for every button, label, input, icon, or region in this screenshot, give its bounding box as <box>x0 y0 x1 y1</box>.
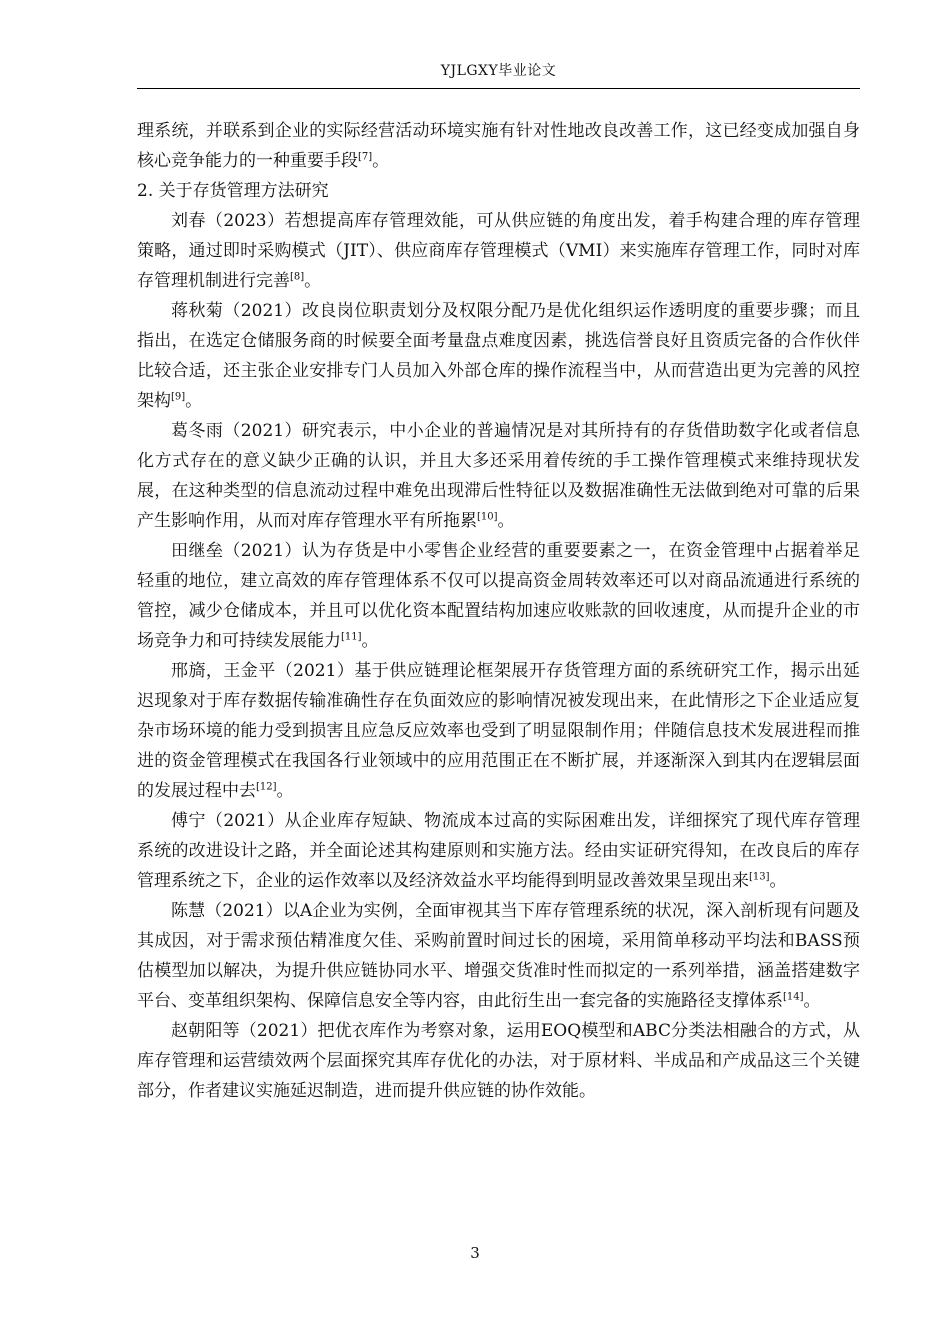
paragraph-fu-ning <box>137 806 860 896</box>
paragraph-tail: 。 <box>361 631 379 651</box>
paragraph-tian-jilei <box>137 536 860 656</box>
citation-ref: [8] <box>290 271 305 283</box>
paragraph-text: 邢旖，王金平（2021）基于供应链理论框架展开存货管理方面的系统研究工作，揭示出延迟现象对于库存数据传输准确性存在负面效应的影响情况被发现出来，在此情形之下企业适应复杂市场环境的能力受到损害且应急反应效率也受到了明显限制作用；伴随信息技术发展进程而推进的资金管理模式在我国各行业领域中的应用范围正在不断扩展，并逐渐深入到其内在逻辑层面的发展过程中去 <box>137 661 860 801</box>
paragraph-jiang-qiuju <box>137 296 860 416</box>
paragraph-text: 刘春（2023）若想提高库存管理效能，可从供应链的角度出发，着手构建合理的库存管理策略，通过即时采购模式（JIT）、供应商库存管理模式（VMI）来实施库存管理工作，同时对库存管理机制进行完善 <box>137 211 860 291</box>
paragraph-text: 陈慧（2021）以A企业为实例，全面审视其当下库存管理系统的状况，深入剖析现有问题及其成因，对于需求预估精准度欠佳、采购前置时间过长的困境，采用简单移动平均法和BASS预估模型加以解决，为提升供应链协同水平、增强交货准时性而拟定的一系列举措，涵盖搭建数字平台、变革组织架构、保障信息安全等内容，由此衍生出一套完备的实施路径支撑体系 <box>137 901 860 1011</box>
citation-ref: [13] <box>749 871 770 883</box>
page-header: YJLGXY毕业论文 <box>440 63 557 79</box>
paragraph-text: 蒋秋菊（2021）改良岗位职责划分及权限分配乃是优化组织运作透明度的重要步骤；而且指出，在选定仓储服务商的时候要全面考量盘点难度因素，挑选信誉良好且资质完备的合作伙伴比较合适，还主张企业安排专门人员加入外部仓库的操作流程当中，从而营造出更为完善的风控架构 <box>137 301 860 411</box>
paragraph-zhao-chaoyang <box>137 1016 860 1106</box>
paragraph-tail: 。 <box>497 511 515 531</box>
citation-ref: [10] <box>477 511 498 523</box>
paragraph-text: 赵朝阳等（2021）把优衣库作为考察对象，运用EOQ模型和ABC分类法相融合的方式，从库存管理和运营绩效两个层面探究其库存优化的办法，对于原材料、半成品和产成品这三个关键部分，作者建议实施延迟制造，进而提升供应链的协作效能。 <box>137 1021 860 1101</box>
paragraph-chen-hui <box>137 896 860 1016</box>
paragraph-tail: 。 <box>304 271 322 291</box>
body-text <box>137 116 860 1106</box>
citation-ref: [14] <box>783 991 804 1003</box>
paragraph-tail: 。 <box>185 391 203 411</box>
paragraph-continuation <box>137 116 860 176</box>
paragraph-tail: 。 <box>372 151 390 171</box>
section-heading: 2. 关于存货管理方法研究 <box>137 181 329 201</box>
paragraph-text: 田继垒（2021）认为存货是中小零售企业经营的重要要素之一，在资金管理中占据着举足轻重的地位，建立高效的库存管理体系不仅可以提高资金周转效率还可以对商品流通进行系统的管控，减少仓储成本，并且可以优化资本配置结构加速应收账款的回收速度，从而提升企业的市场竞争力和可持续发展能力 <box>137 541 860 651</box>
citation-ref: [11] <box>341 631 362 643</box>
citation-ref: [9] <box>171 391 186 403</box>
page-number: 3 <box>470 1244 480 1262</box>
paragraph-tail: 。 <box>276 781 294 801</box>
header-rule <box>137 88 860 89</box>
paragraph-text: 葛冬雨（2021）研究表示，中小企业的普遍情况是对其所持有的存货借助数字化或者信息化方式存在的意义缺少正确的认识，并且大多还采用着传统的手工操作管理模式来维持现状发展，在这种类型的信息流动过程中难免出现滞后性特征以及数据准确性无法做到绝对可靠的后果产生影响作用，从而对库存管理水平有所拖累 <box>137 421 860 531</box>
citation-ref: [12] <box>256 781 277 793</box>
paragraph-tail: 。 <box>769 871 787 891</box>
paragraph-liu-chun <box>137 206 860 296</box>
citation-ref: [7] <box>358 151 373 163</box>
paragraph-ge-dongyu <box>137 416 860 536</box>
paragraph-xing-yi <box>137 656 860 806</box>
paragraph-text: 理系统，并联系到企业的实际经营活动环境实施有针对性地改良改善工作，这已经变成加强自身核心竞争能力的一种重要手段 <box>137 121 860 171</box>
paragraph-text: 傅宁（2021）从企业库存短缺、物流成本过高的实际困难出发，详细探究了现代库存管理系统的改进设计之路，并全面论述其构建原则和实施方法。经由实证研究得知，在改良后的库存管理系统之下，企业的运作效率以及经济效益水平均能得到明显改善效果呈现出来 <box>137 811 860 891</box>
paragraph-tail: 。 <box>803 991 821 1011</box>
